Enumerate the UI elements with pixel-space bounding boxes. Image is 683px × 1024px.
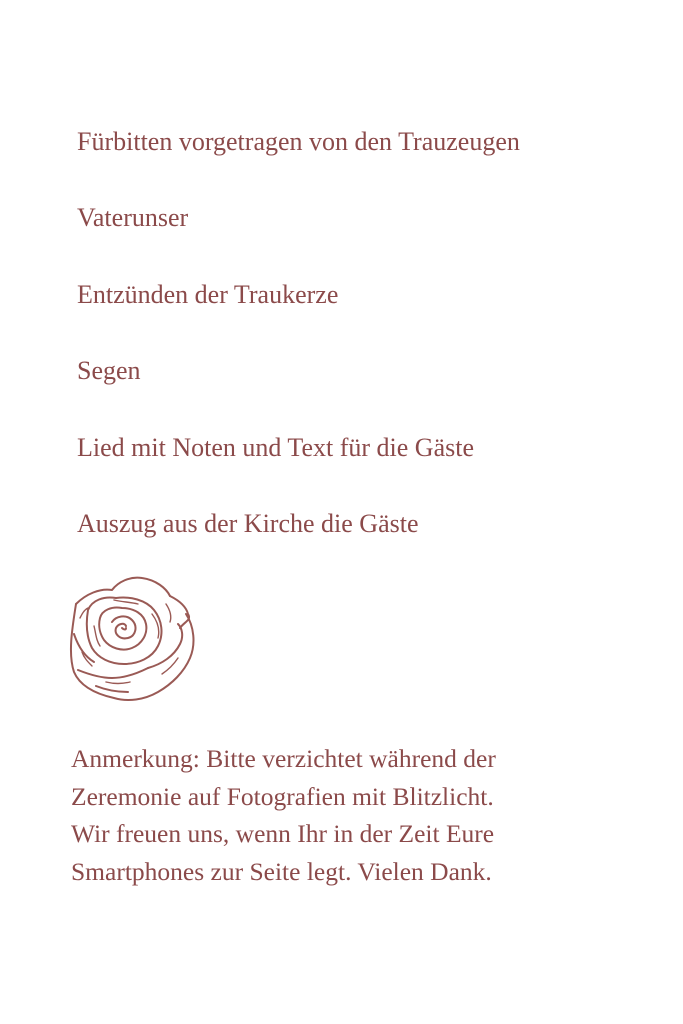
program-item-auszug: Auszug aus der Kirche die Gäste: [77, 508, 419, 538]
program-item-lied: Lied mit Noten und Text für die Gäste: [77, 432, 474, 462]
program-item-traukerze: Entzünden der Traukerze: [77, 279, 339, 309]
note-line: Zeremonie auf Fotografien mit Blitzlicht.: [71, 781, 494, 811]
note-line: Anmerkung: Bitte verzichtet während der: [71, 744, 496, 773]
program-item-vaterunser: Vaterunser: [77, 203, 189, 233]
photography-note: [71, 740, 661, 891]
note-line: Wir freuen uns, wenn Ihr in der Zeit Eure: [71, 819, 495, 849]
rose-icon: [66, 574, 198, 704]
program-item-fuerbitten: Fürbitten vorgetragen von den Trauzeugen: [77, 127, 520, 156]
note-line: Smartphones zur Seite legt. Vielen Dank.: [71, 857, 492, 887]
ceremony-program-list: [77, 122, 657, 580]
program-item-segen: Segen: [77, 356, 141, 386]
